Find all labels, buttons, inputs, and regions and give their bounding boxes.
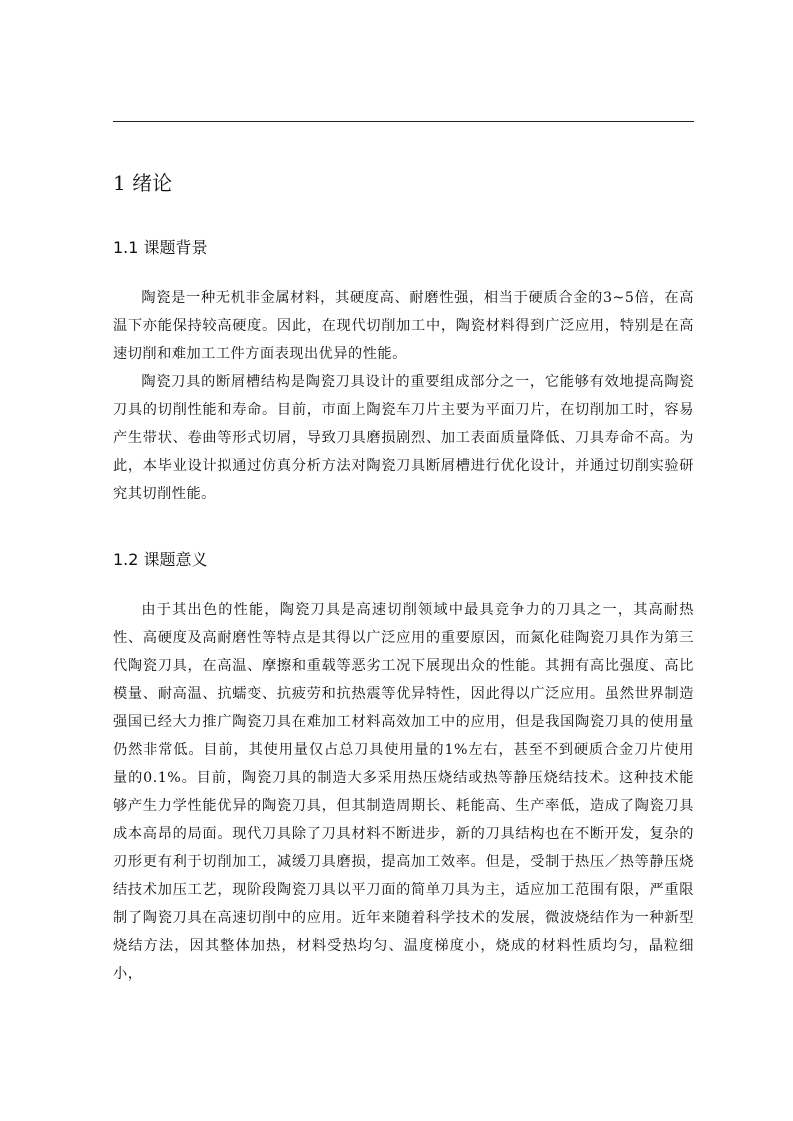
section-body-significance [113, 596, 694, 988]
section-body-background [113, 284, 694, 508]
section-heading-significance: 1.2 课题意义 [113, 550, 208, 569]
paragraph: 由于其出色的性能，陶瓷刀具是高速切削领域中最具竞争力的刀具之一，其高耐热性、高硬度及高耐磨性等特点是其得以广泛应用的重要原因，而氮化硅陶瓷刀具作为第三代陶瓷刀具，在高温、摩擦和重载等恶劣工况下展现出众的性能。其拥有高比强度、高比模量、耐高温、抗蠕变、抗疲劳和抗热震等优异特性，因此得以广泛应用。虽然世界制造强国已经大力推广陶瓷刀具在难加工材料高效加工中的应用，但是我国陶瓷刀具的使用量仍然非常低。目前，其使用量仅占总刀具使用量的1%左右，甚至不到硬质合金刀片使用量的0.1%。目前，陶瓷刀具的制造大多采用热压烧结或热等静压烧结技术。这种技术能够产生力学性能优异的陶瓷刀具，但其制造周期长、耗能高、生产率低，造成了陶瓷刀具成本高昂的局面。现代刀具除了刀具材料不断进步，新的刀具结构也在不断开发，复杂的刃形更有利于切削加工，减缓刀具磨损，提高加工效率。但是，受制于热压／热等静压烧结技术加压工艺，现阶段陶瓷刀具以平刀面的简单刀具为主，适应加工范围有限，严重限制了陶瓷刀具在高速切削中的应用。近年来随着科学技术的发展，微波烧结作为一种新型烧结方法，因其整体加热，材料受热均匀、温度梯度小，烧成的材料性质均匀，晶粒细小， [113, 602, 694, 982]
paragraph: 陶瓷是一种无机非金属材料，其硬度高、耐磨性强，相当于硬质合金的3~5倍，在高温下亦能保持较高硬度。因此，在现代切削加工中，陶瓷材料得到广泛应用，特别是在高速切削和难加工工件方面表现出优异的性能。 [113, 290, 694, 362]
paragraph: 陶瓷刀具的断屑槽结构是陶瓷刀具设计的重要组成部分之一，它能够有效地提高陶瓷刀具的切削性能和寿命。目前，市面上陶瓷车刀片主要为平面刀片，在切削加工时，容易产生带状、卷曲等形式切屑，导致刀具磨损剧烈、加工表面质量降低、刀具寿命不高。为此，本毕业设计拟通过仿真分析方法对陶瓷刀具断屑槽进行优化设计，并通过切削实验研究其切削性能。 [113, 374, 694, 502]
section-heading-background: 1.1 课题背景 [113, 238, 208, 257]
chapter-title: 1 绪论 [113, 171, 173, 195]
header-rule [113, 121, 694, 122]
